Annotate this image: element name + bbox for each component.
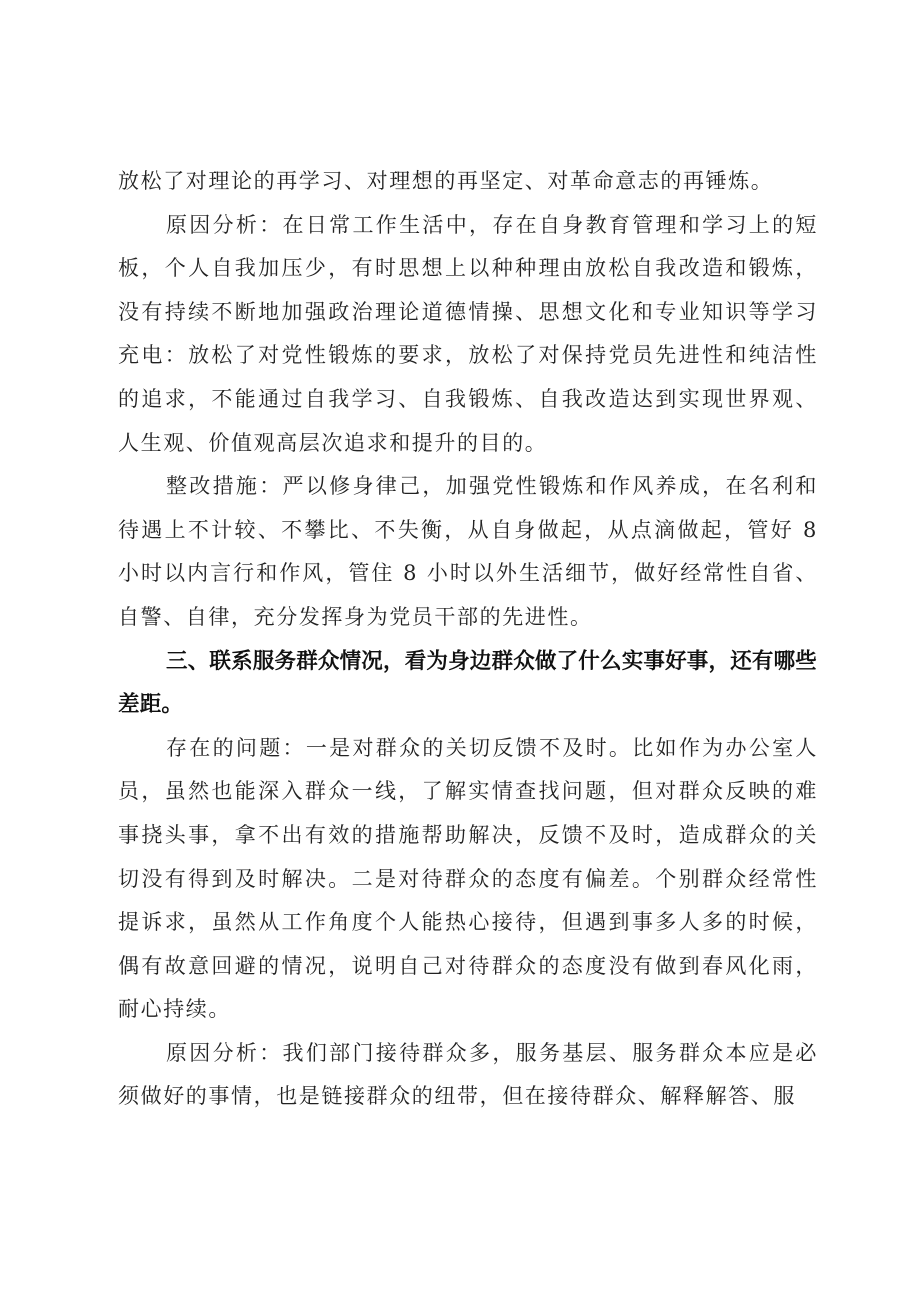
section-heading-three: 三、联系服务群众情况，看为身边群众做了什么实事好事，还有哪些差距。 xyxy=(118,648,818,718)
paragraph-cause-analysis-2: 原因分析：我们部门接待群众多，服务基层、服务群众本应是必须做好的事情，也是链接群众的纽带，但在接待群众、解释解答、服 xyxy=(118,1040,818,1109)
document-body xyxy=(118,160,818,1119)
paragraph-existing-problems: 存在的问题：一是对群众的关切反馈不及时。比如作为办公室人员，虽然也能深入群众一线，了解实情查找问题，但对群众反映的难事挠头事，拿不出有效的措施帮助解决，反馈不及时，造成群众的关切没有得到及时解决。二是对待群众的态度有偏差。个别群众经常性提诉求，虽然从工作角度个人能热心接待，但遇到事多人多的时候，偶有故意回避的情况，说明自己对待群众的态度没有做到春风化雨，耐心持续。 xyxy=(118,735,818,1022)
paragraph-cause-analysis: 原因分析：在日常工作生活中，存在自身教育管理和学习上的短板，个人自我加压少，有时思想上以种种理由放松自我改造和锻炼，没有持续不断地加强政治理论道德情操、思想文化和专业知识等学习充电：放松了对党性锻炼的要求，放松了对保持党员先进性和纯洁性的追求，不能通过自我学习、自我锻炼、自我改造达到实现世界观、人生观、价值观高层次追求和提升的目的。 xyxy=(118,212,818,455)
paragraph-continuation: 放松了对理论的再学习、对理想的再坚定、对革命意志的再锤炼。 xyxy=(118,169,774,193)
paragraph-rectification-measures: 整改措施：严以修身律己，加强党性锻炼和作风养成，在名利和待遇上不计较、不攀比、不失衡，从自身做起，从点滴做起，管好 8 小时以内言行和作风，管住 8 小时以外生活细节，做好经常性自省、自警、自律，充分发挥身为党员干部的先进性。 xyxy=(118,474,818,629)
